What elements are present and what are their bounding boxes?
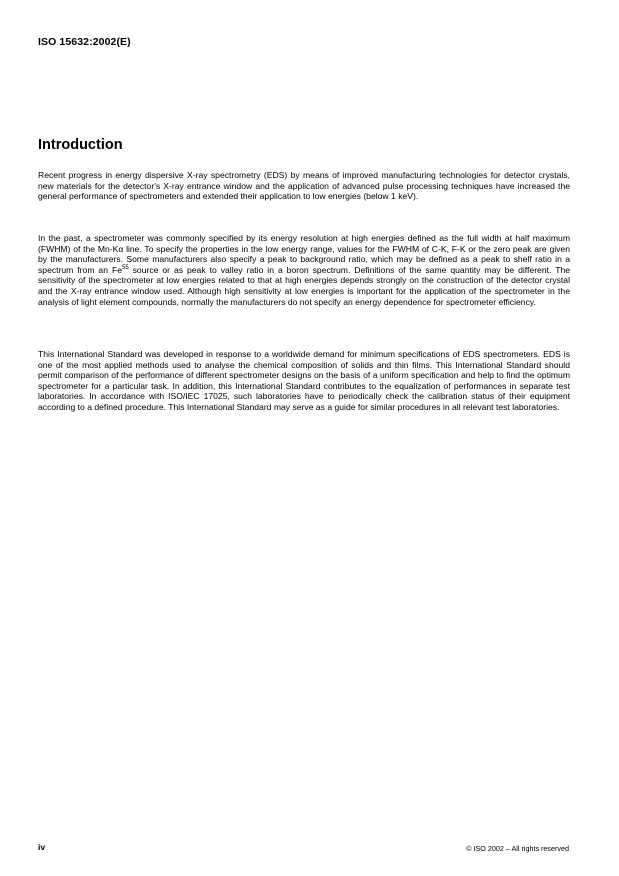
page-number: iv bbox=[38, 842, 46, 852]
paragraph-standard-purpose: This International Standard was developed in response to a worldwide demand for minimum specifications of EDS spectrometers. EDS is one of the most applied methods used to analyse the chemical composition of solids and thin films. This International Standard should permit comparison of the performance of different spectrometer designs on the basis of a uniform specification and help to find the optimum spectrometer for a particular task. In addition, this International Standard contributes to the equalization of performances in separate test laboratories. In accordance with ISO/IEC 17025, such laboratories have to periodically check the calibration status of their equipment according to a defined procedure. This International Standard may serve as a guide for similar procedures in all relevant test laboratories. bbox=[38, 349, 570, 412]
document-id: ISO 15632:2002(E) bbox=[38, 36, 131, 48]
paragraph-text-segment: source or as peak to valley ratio in a boron spectrum. Definitions of the same quantity may be different. The sensitivity of the spectrometer at low energies related to that at high energies depends strongly on the construction of the detector crystal and the X-ray entrance window used. Although high sensitivity at low energies is important for the application of the spectrometer in the analysis of light element compounds, normally the manufacturers do not specify an energy dependence for spectrometer efficiency. bbox=[38, 264, 571, 307]
section-title: Introduction bbox=[38, 137, 123, 153]
isotope-superscript: 55 bbox=[121, 264, 129, 271]
copyright-notice: © ISO 2002 – All rights reserved bbox=[466, 844, 569, 853]
paragraph-recent-progress: Recent progress in energy dispersive X-ray spectrometry (EDS) by means of improved manufacturing technologies for detector crystals, new materials for the detector's X-ray entrance window and the application of advanced pulse processing techniques have increased the general performance of spectrometers and extended their application to low energies (below 1 keV). bbox=[38, 170, 570, 202]
paragraph-past-specification bbox=[38, 233, 570, 307]
paragraph-text-segment: In the past, a spectrometer was commonly specified by its energy resolution at high energies defined as the full width at half maximum (FWHM) of the Mn-Kα line. To specify the properties in the low energy range, values for the FWHM of C-K, F-K or the zero peak are given by the manufacturers. Some manufacturers also specify a peak to background ratio, which may be defined as a peak to shelf ratio in a spectrum from an Fe bbox=[38, 233, 570, 275]
